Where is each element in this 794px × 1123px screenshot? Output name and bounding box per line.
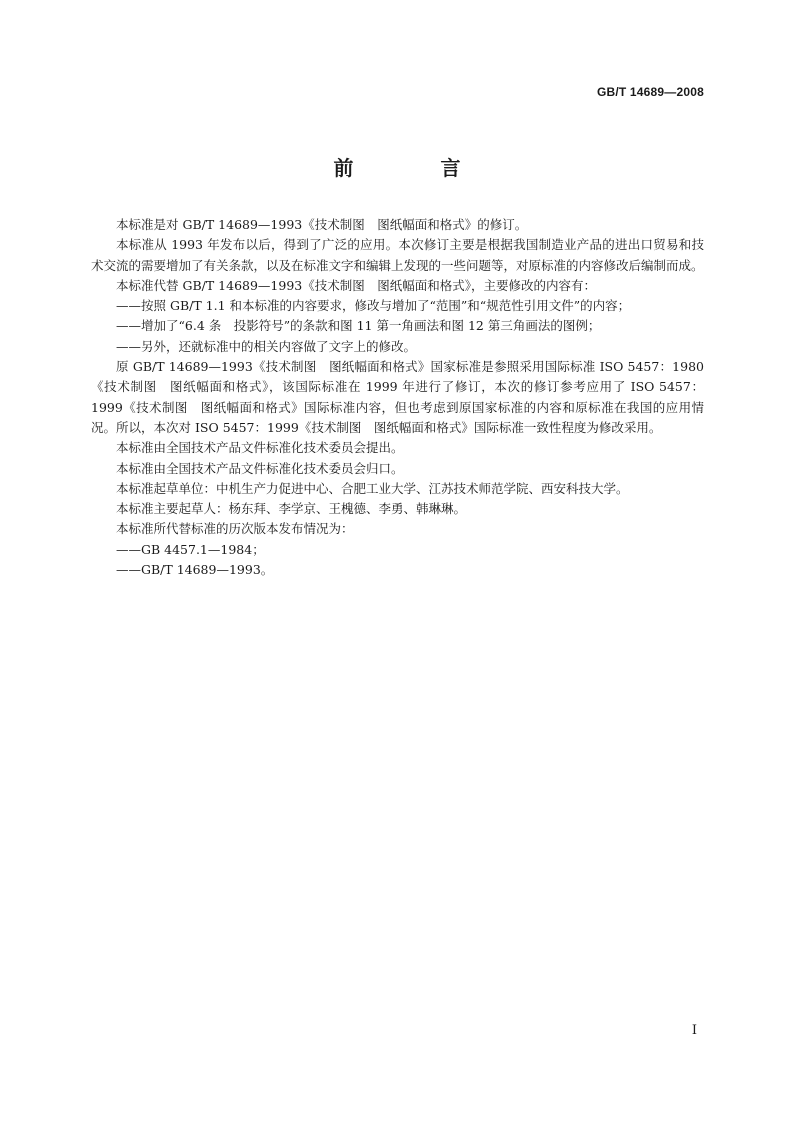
paragraph: 本标准起草单位：中机生产力促进中心、合肥工业大学、江苏技术师范学院、西安科技大学。	[116, 480, 629, 496]
list-item: ——GB 4457.1—1984；	[116, 541, 265, 557]
paragraph: 本标准所代替标准的历次版本发布情况为：	[116, 521, 354, 537]
list-item: ——GB/T 14689—1993。	[116, 562, 274, 578]
page-number: I	[691, 1023, 697, 1038]
paragraph: 本标准主要起草人：杨东拜、李学京、王槐德、李勇、韩琳琳。	[116, 501, 467, 517]
standard-code: GB/T 14689—2008	[596, 85, 704, 99]
list-item: ——按照 GB/T 1.1 和本标准的内容要求，修改与增加了“范围”和“规范性引用文件”的内容；	[116, 298, 631, 314]
list-item: ——增加了“6.4 条 投影符号”的条款和图 11 第一角画法和图 12 第三角画法的图例；	[116, 318, 601, 334]
list-item: ——另外，还就标准中的相关内容做了文字上的修改。	[116, 338, 417, 354]
document-body	[91, 215, 704, 580]
paragraph: 本标准是对 GB/T 14689—1993《技术制图 图纸幅面和格式》的修订。	[116, 217, 528, 232]
paragraph: 本标准从 1993 年发布以后，得到了广泛的应用。本次修订主要是根据我国制造业产品的进出口贸易和技术交流的需要增加了有关条款，以及在标准文字和编辑上发现的一些问题等，对原标准的内容修改后编制而成。	[91, 237, 704, 273]
paragraph: 原 GB/T 14689—1993《技术制图 图纸幅面和格式》国家标准是参照采用国际标准 ISO 5457：1980《技术制图 图纸幅面和格式》，该国际标准在 1999 年进行了修订，本次的修订参考应用了 ISO 5457：1999《技术制图 图纸幅面和格式》国际标准内容，但也考虑到原国家标准的内容和原标准在我国的应用情况。所以，本次对 ISO 5457：1999《技术制图 图纸幅面和格式》国际标准一致性程度为修改采用。	[91, 359, 704, 435]
page-title: 前 言	[333, 156, 501, 180]
paragraph: 本标准由全国技术产品文件标准化技术委员会归口。	[116, 460, 404, 476]
paragraph: 本标准由全国技术产品文件标准化技术委员会提出。	[116, 440, 404, 456]
paragraph: 本标准代替 GB/T 14689—1993《技术制图 图纸幅面和格式》，主要修改的内容有：	[116, 277, 596, 293]
